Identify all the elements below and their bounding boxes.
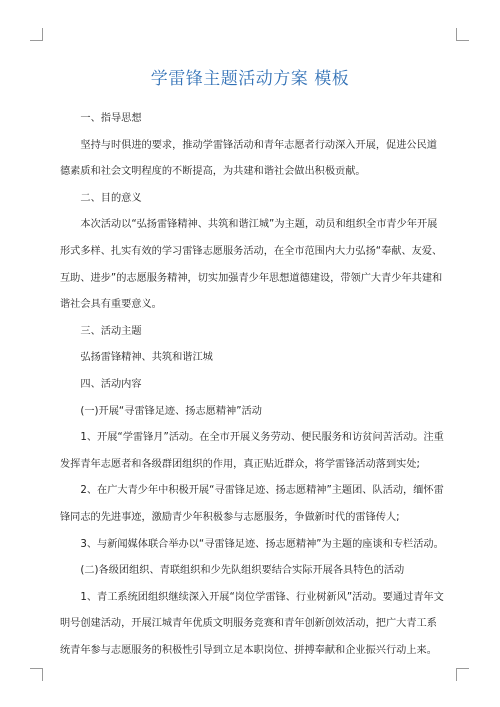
crop-mark-bottom-left bbox=[30, 668, 43, 681]
crop-mark-top-left bbox=[30, 28, 43, 41]
crop-mark-top-right bbox=[456, 28, 469, 41]
list-item-1: 1、开展“学雷锋月”活动。在全市开展义务劳动、便民服务和访贫问苦活动。注重发挥青年志愿者和各级群团组织的作用，真正贴近群众，将学雷锋活动落到实处; bbox=[60, 432, 444, 470]
list-item-3: 3、与新闻媒体联合举办以“寻雷锋足迹、扬志愿精神”为主题的座谈和专栏活动。 bbox=[80, 538, 444, 550]
subsection-heading-2: (二)各级团组织、青联组织和少先队组织要结合实际开展各具特色的活动 bbox=[80, 565, 405, 577]
document-title: 学雷锋主题活动方案 模板 bbox=[150, 69, 350, 89]
document-body bbox=[60, 106, 444, 664]
section-heading-guiding-thought: 一、指导思想 bbox=[80, 113, 142, 124]
section-heading-theme: 三、活动主题 bbox=[80, 325, 142, 337]
paragraph-purpose: 本次活动以“弘扬雷锋精神、共筑和谐江城”为主题，动员和组织全市青少年开展形式多样、扎实有效的学习雷锋志愿服务活动，在全市范围内大力弘扬“奉献、友爱、互助、进步”的志愿服务精神，切实加强青少年思想道德建设，带领广大青少年共建和谐社会具有重要意义。 bbox=[60, 219, 443, 311]
subsection-heading-1: (一)开展“寻雷锋足迹、扬志愿精神”活动 bbox=[80, 405, 262, 417]
list-item-4: 1、青工系统团组织继续深入开展“岗位学雷锋、行业树新风”活动。要通过青年文明号创建活动，开展江城青年优质文明服务竞赛和青年创新创效活动，把广大青工系统青年参与志愿服务的积极性引导到立足本职岗位、拼搏奉献和企业振兴行动上来。 bbox=[60, 591, 444, 656]
paragraph-guiding-thought: 坚持与时俱进的要求，推动学雷锋活动和青年志愿者行动深入开展，促进公民道德素质和社会文明程度的不断提高，为共建和谐社会做出积极贡献。 bbox=[60, 139, 437, 178]
section-heading-purpose: 二、目的意义 bbox=[80, 192, 142, 204]
crop-mark-bottom-right bbox=[456, 668, 469, 681]
section-heading-content: 四、活动内容 bbox=[80, 378, 142, 390]
list-item-2: 2、在广大青少年中积极开展“寻雷锋足迹、扬志愿精神”主题团、队活动，缅怀雷锋同志的先进事迹，激励青少年积极参与志愿服务，争做新时代的雷锋传人; bbox=[60, 485, 444, 523]
paragraph-theme: 弘扬雷锋精神、共筑和谐江城 bbox=[80, 352, 213, 364]
